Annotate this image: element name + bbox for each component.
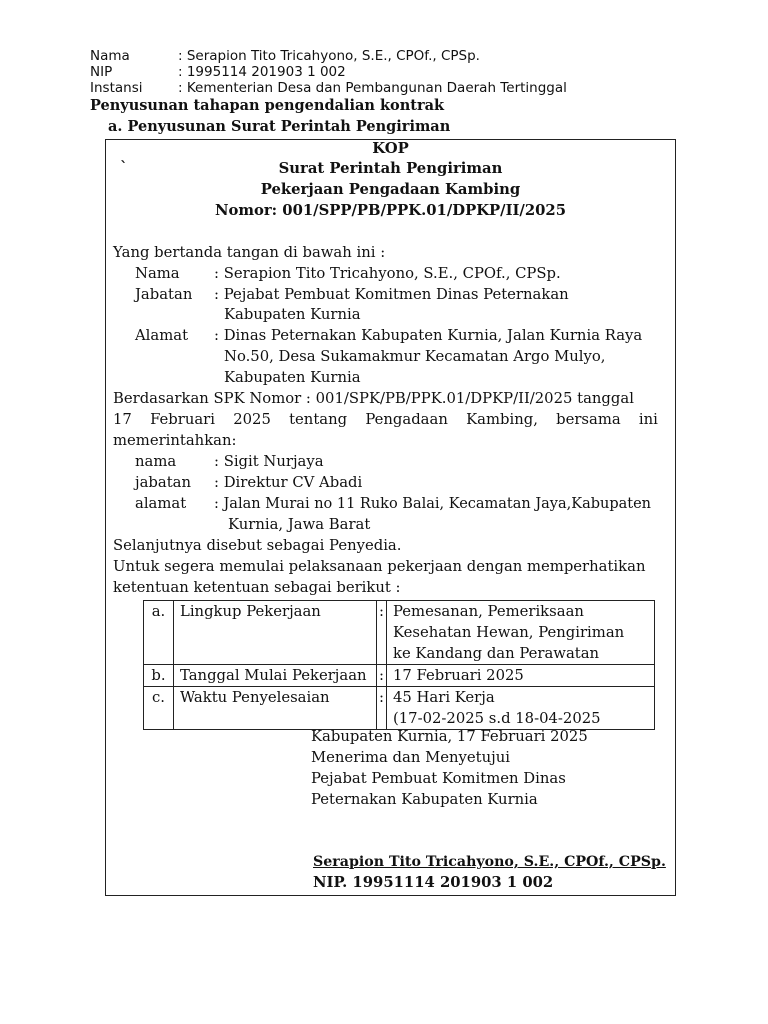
table-row bbox=[144, 687, 655, 730]
subsection-title: a. Penyusunan Surat Perintah Pengiriman bbox=[108, 118, 451, 135]
letter-subtitle: Pekerjaan Pengadaan Kambing bbox=[260, 181, 521, 198]
provider-nama-label: nama bbox=[135, 453, 177, 470]
table-cell-value bbox=[387, 687, 655, 730]
table-value-line: 17 Februari 2025 bbox=[393, 667, 524, 684]
header-nama-label: Nama bbox=[90, 48, 130, 64]
task-table bbox=[143, 600, 655, 730]
signer-nama-value: : Serapion Tito Tricahyono, S.E., CPOf., CPSp. bbox=[214, 265, 561, 282]
basis-line3: memerintahkan: bbox=[113, 432, 237, 449]
referred-text: Selanjutnya disebut sebagai Penyedia. bbox=[113, 537, 402, 554]
instruction-line1: Untuk segera memulai pelaksanaan pekerjaan dengan memperhatikan bbox=[113, 558, 646, 575]
basis-line1: Berdasarkan SPK Nomor : 001/SPK/PB/PPK.01/DPKP/II/2025 tanggal bbox=[113, 390, 634, 407]
table-cell-value bbox=[387, 601, 655, 665]
header-nip-value: : 1995114 201903 1 002 bbox=[178, 64, 346, 80]
signer-jabatan-line2: Kabupaten Kurnia bbox=[224, 306, 361, 323]
table-cell-colon: : bbox=[377, 687, 387, 730]
table-value-line: Kesehatan Hewan, Pengiriman bbox=[393, 624, 625, 641]
provider-nama-value: : Sigit Nurjaya bbox=[214, 453, 324, 470]
table-value-line: Pemesanan, Pemeriksaan bbox=[393, 603, 584, 620]
letter-title: Surat Perintah Pengiriman bbox=[278, 160, 503, 177]
basis-word: 17 bbox=[113, 411, 132, 428]
table-row bbox=[144, 665, 655, 687]
place-date: Kabupaten Kurnia, 17 Februari 2025 bbox=[311, 728, 588, 745]
letter-kop: KOP bbox=[372, 140, 409, 157]
letter-number: Nomor: 001/SPP/PB/PPK.01/DPKP/II/2025 bbox=[214, 202, 567, 219]
table-cell-label: Lingkup Pekerjaan bbox=[174, 601, 377, 665]
basis-word: Kambing, bbox=[466, 411, 538, 428]
table-row bbox=[144, 601, 655, 665]
section-title: Penyusunan tahapan pengendalian kontrak bbox=[90, 97, 445, 114]
basis-word: Pengadaan bbox=[365, 411, 448, 428]
letter-intro: Yang bertanda tangan di bawah ini : bbox=[113, 244, 386, 261]
basis-word: bersama bbox=[556, 411, 621, 428]
instruction-line2: ketentuan ketentuan sebagai berikut : bbox=[113, 579, 401, 596]
basis-word: tentang bbox=[289, 411, 348, 428]
signer-alamat-line1: : Dinas Peternakan Kabupaten Kurnia, Jalan Kurnia Raya bbox=[214, 327, 643, 344]
basis-line2 bbox=[113, 410, 658, 430]
provider-alamat-line2: Kurnia, Jawa Barat bbox=[228, 516, 371, 533]
header-instansi-label: Instansi bbox=[90, 80, 143, 96]
signatory-nip: NIP. 19951114 201903 1 002 bbox=[313, 874, 554, 891]
header-nama-value: : Serapion Tito Tricahyono, S.E., CPOf., CPSp. bbox=[178, 48, 480, 64]
table-cell-label: Waktu Penyelesaian bbox=[174, 687, 377, 730]
table-cell-no: b. bbox=[144, 665, 174, 687]
table-cell-colon: : bbox=[377, 665, 387, 687]
signer-nama-label: Nama bbox=[135, 265, 180, 282]
table-cell-no: c. bbox=[144, 687, 174, 730]
official-line2: Peternakan Kabupaten Kurnia bbox=[311, 791, 538, 808]
signer-alamat-line3: Kabupaten Kurnia bbox=[224, 369, 361, 386]
table-value-line: 45 Hari Kerja bbox=[393, 689, 495, 706]
provider-alamat-line1: : Jalan Murai no 11 Ruko Balai, Kecamatan Jaya,Kabupaten bbox=[214, 496, 652, 512]
signer-alamat-line2: No.50, Desa Sukamakmur Kecamatan Argo Mulyo, bbox=[224, 348, 606, 365]
signer-alamat-label: Alamat bbox=[135, 327, 189, 344]
table-cell-no: a. bbox=[144, 601, 174, 665]
approve-text: Menerima dan Menyetujui bbox=[311, 749, 510, 766]
table-cell-colon: : bbox=[377, 601, 387, 665]
table-cell-label: Tanggal Mulai Pekerjaan bbox=[174, 665, 377, 687]
basis-word: 2025 bbox=[233, 411, 271, 428]
signatory-name: Serapion Tito Tricahyono, S.E., CPOf., CPSp. bbox=[313, 854, 666, 870]
signer-jabatan-label: Jabatan bbox=[135, 286, 193, 303]
basis-word: Februari bbox=[150, 411, 215, 428]
table-cell-value bbox=[387, 665, 655, 687]
provider-alamat-label: alamat bbox=[135, 495, 187, 512]
official-line1: Pejabat Pembuat Komitmen Dinas bbox=[311, 770, 566, 787]
provider-jabatan-value: : Direktur CV Abadi bbox=[214, 474, 363, 491]
table-value-line: ke Kandang dan Perawatan bbox=[393, 645, 600, 662]
table-value-line: (17-02-2025 s.d 18-04-2025 bbox=[393, 710, 601, 727]
provider-jabatan-label: jabatan bbox=[135, 474, 192, 491]
header-instansi-value: : Kementerian Desa dan Pembangunan Daerah Tertinggal bbox=[178, 80, 567, 96]
basis-word: ini bbox=[638, 411, 658, 428]
signer-jabatan-line1: : Pejabat Pembuat Komitmen Dinas Peternakan bbox=[214, 286, 569, 303]
letter-tick-mark: ` bbox=[120, 159, 128, 176]
header-nip-label: NIP bbox=[90, 64, 113, 80]
